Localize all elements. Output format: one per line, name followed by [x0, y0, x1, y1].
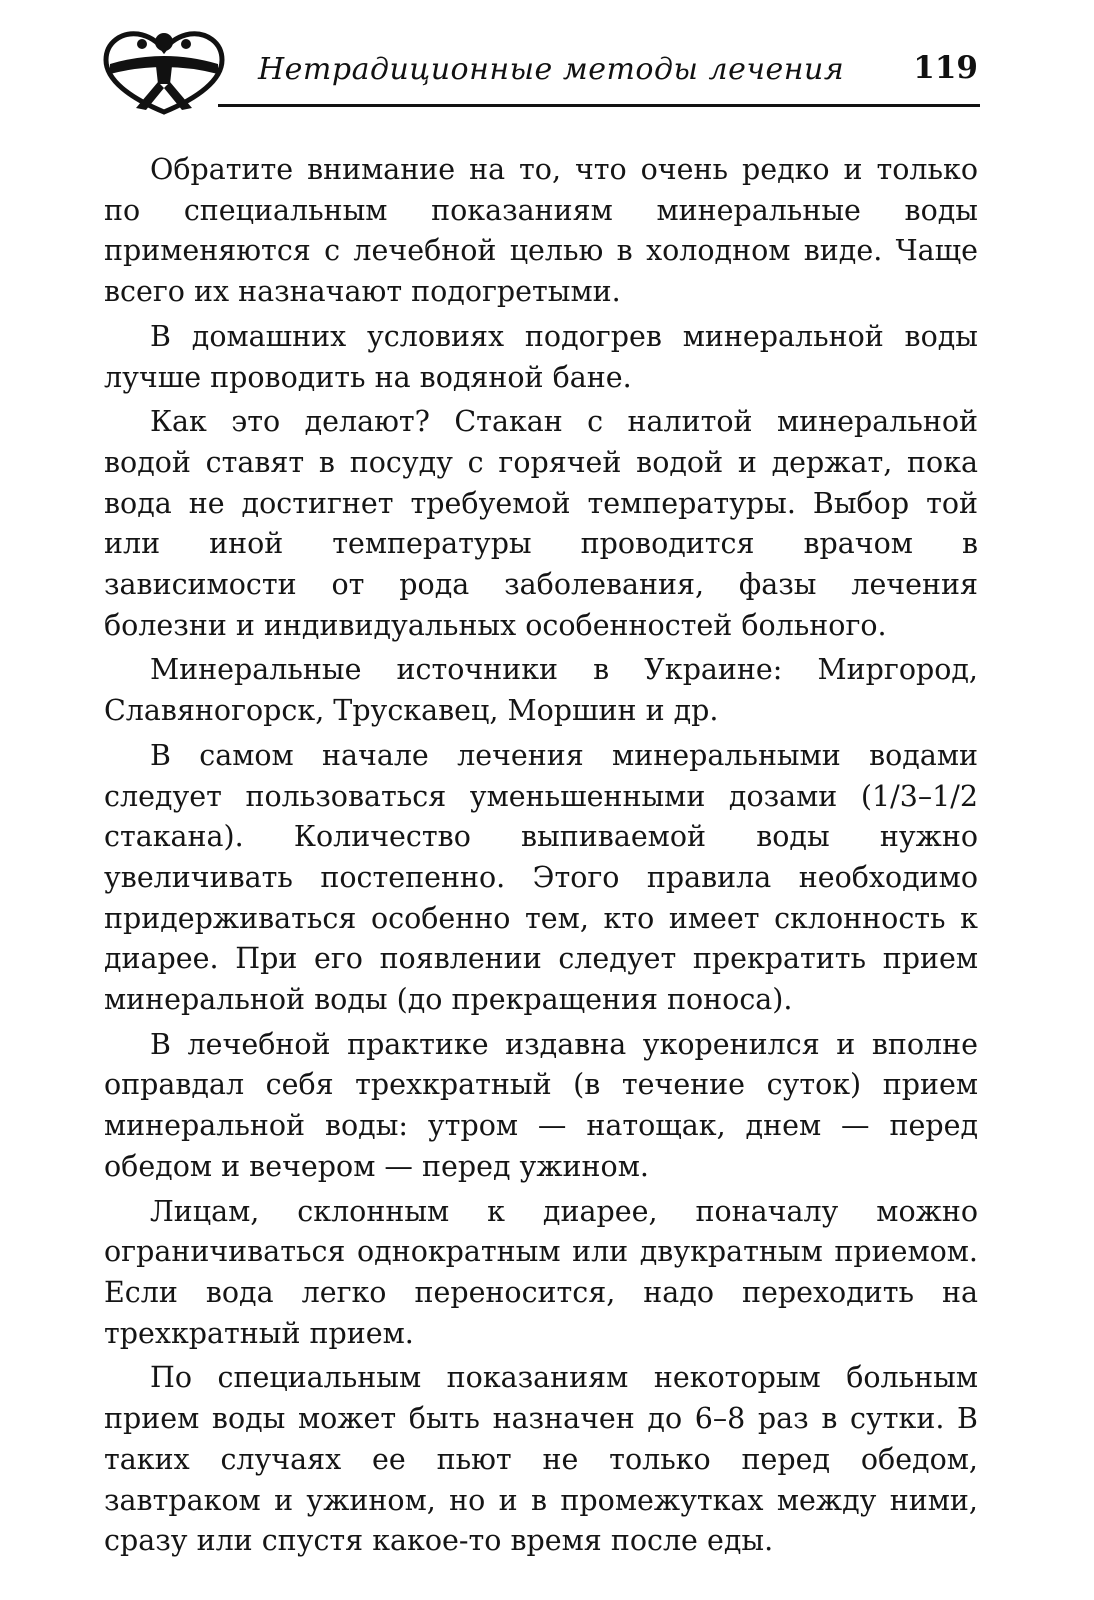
paragraph: По специальным показаниям некоторым больным прием воды может быть назначен до 6–8 раз в сутки. В таких случаях ее пьют не только перед обедом, завтраком и ужином, но и в промежутках между ними, сразу или спустя какое-то время после еды.: [104, 1361, 978, 1558]
body-text: [104, 150, 978, 1566]
paragraph: Лицам, склонным к диарее, поначалу можно ограничиваться однократным или двукратным приемом. Если вода легко переносится, надо переходить на трехкратный прием.: [104, 1194, 978, 1350]
paragraph: В домашних условиях подогрев минеральной воды лучше проводить на водяной бане.: [104, 319, 978, 394]
paragraph: Как это делают? Стакан с налитой минеральной водой ставят в посуду с горячей водой и держат, пока вода не достигнет требуемой температуры. Выбор той или иной температуры проводится врачом в зависимости от рода заболевания, фазы лечения болезни и индивидуальных особенностей больного.: [104, 405, 978, 642]
header-rule: [218, 104, 980, 107]
page-number: 119: [913, 50, 978, 86]
page-header: [100, 28, 980, 118]
paragraph: Обратите внимание на то, что очень редко и только по специальным показаниям минеральные воды применяются с лечебной целью в холодном виде. Чаще всего их назначают подогретыми.: [104, 153, 978, 309]
stick-figure-heart-logo: [100, 28, 228, 116]
running-title: Нетрадиционные методы лечения: [258, 52, 845, 87]
paragraph: Минеральные источники в Украине: Миргород, Славяногорск, Трускавец, Моршин и др.: [104, 653, 978, 728]
paragraph: В лечебной практике издавна укоренился и вполне оправдал себя трехкратный (в течение суток) прием минеральной воды: утром — натощак, днем — перед обедом и вечером — перед ужином.: [104, 1027, 978, 1183]
paragraph: В самом начале лечения минеральными водами следует пользоваться уменьшенными дозами (1/3–1/2 стакана). Количество выпиваемой воды нужно увеличивать постепенно. Этого правила необходимо придерживаться особенно тем, кто имеет склонность к диарее. При его появлении следует прекратить прием минеральной воды (до прекращения поноса).: [104, 738, 978, 1017]
